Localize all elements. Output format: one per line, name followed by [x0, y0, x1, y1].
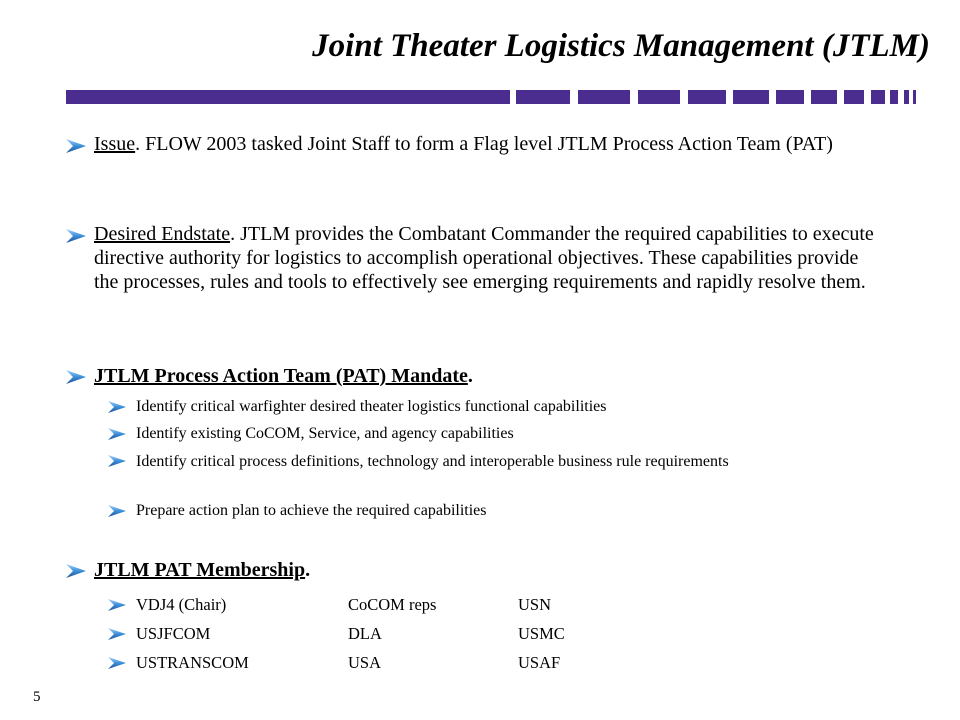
membership-row	[136, 595, 736, 617]
membership-cell: CoCOM reps	[348, 595, 437, 614]
bullet-text: .	[467, 365, 473, 387]
bullet-heading: Issue	[94, 133, 136, 155]
bullet-issue	[94, 132, 884, 156]
chevron-arrow-icon	[108, 656, 126, 670]
membership-cell: USMC	[518, 624, 565, 643]
membership-cell: USA	[348, 653, 382, 672]
chevron-arrow-icon	[108, 454, 126, 468]
membership-cell: USN	[518, 595, 552, 614]
sub-bullet-item: Identify existing CoCOM, Service, and agency capabilities	[136, 425, 514, 442]
chevron-arrow-icon	[108, 598, 126, 612]
membership-cell: USTRANSCOM	[136, 653, 249, 672]
chevron-arrow-icon	[108, 627, 126, 641]
bullet-desired-endstate	[94, 222, 884, 294]
chevron-arrow-icon	[108, 400, 126, 414]
membership-row	[136, 653, 736, 675]
chevron-arrow-icon	[66, 369, 86, 385]
chevron-arrow-icon	[108, 427, 126, 441]
membership-cell: VDJ4 (Chair)	[136, 595, 227, 614]
bullet-heading: Desired Endstate	[94, 223, 231, 245]
membership-cell: DLA	[348, 624, 382, 643]
bullet-pat-membership	[94, 558, 884, 582]
bullet-pat-mandate	[94, 364, 884, 388]
chevron-arrow-icon	[66, 563, 86, 579]
chevron-arrow-icon	[108, 504, 126, 518]
sub-bullet-item: Prepare action plan to achieve the required capabilities	[136, 502, 487, 519]
sub-bullet-item: Identify critical warfighter desired theater logistics functional capabilities	[136, 398, 607, 415]
page-number: 5	[33, 689, 41, 705]
membership-cell: USJFCOM	[136, 624, 211, 643]
chevron-arrow-icon	[66, 228, 86, 244]
slide-title: Joint Theater Logistics Management (JTLM)	[312, 28, 930, 64]
bullet-heading: JTLM PAT Membership	[94, 559, 306, 581]
membership-cell: USAF	[518, 653, 561, 672]
bullet-text: .	[305, 559, 311, 581]
sub-bullet-item: Identify critical process definitions, technology and interoperable business rule requirements	[136, 453, 729, 470]
membership-row	[136, 624, 736, 646]
chevron-arrow-icon	[66, 138, 86, 154]
bullet-text: . FLOW 2003 tasked Joint Staff to form a Flag level JTLM Process Action Team (PAT)	[135, 133, 833, 155]
bullet-text: . JTLM provides the Combatant Commander the required capabilities to execute directive authority for logistics to accomplish operational objectives. These capabilities provide the processes, rules and tools to effectively see emerging requirements and rapidly resolve them.	[94, 223, 874, 293]
bullet-heading: JTLM Process Action Team (PAT) Mandate	[94, 365, 468, 387]
